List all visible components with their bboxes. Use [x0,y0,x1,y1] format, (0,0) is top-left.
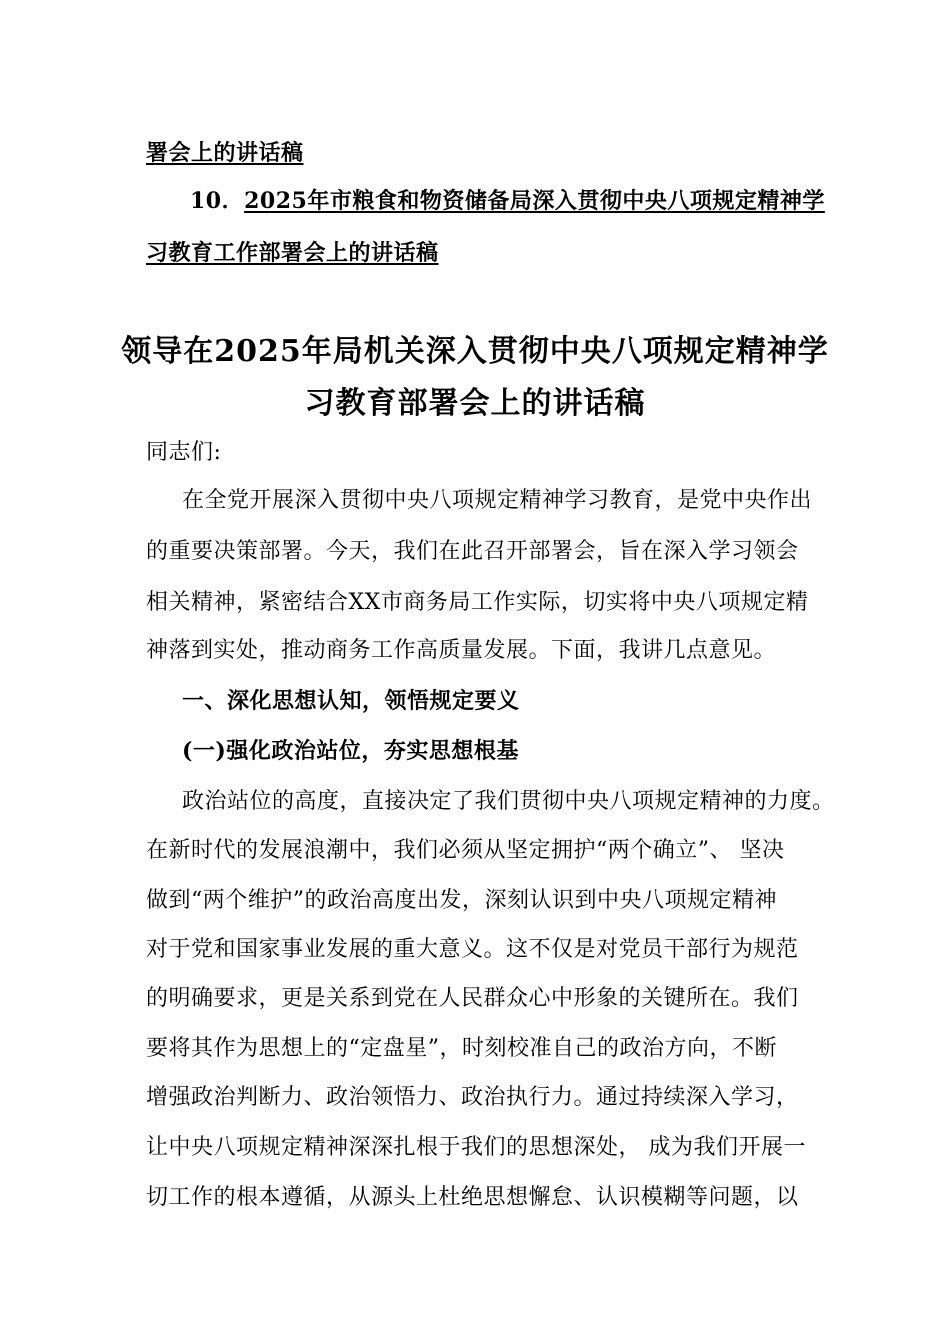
salutation: 同志们: [146,440,222,465]
body-line-9: 切工作的根本遵循，从源头上杜绝思想懈怠、认识模糊等问题，以 [146,1185,799,1210]
toc-item-10-number: 10． [190,188,245,214]
intro-line-2: 的重要决策部署。今天，我们在此召开部署会，旨在深入学习领会 [146,539,799,564]
document-title-line2: 习教育部署会上的讲话稿 [304,386,646,421]
body-line-8: 让中央八项规定精神深深扎根于我们的思想深处， 成为我们开展一 [146,1135,806,1160]
intro-line-4: 神落到实处，推动商务工作高质量发展。下面，我讲几点意见。 [146,638,777,663]
subsection-1-heading: (一)强化政治站位，夯实思想根基 [182,738,519,764]
toc-item-10-link-line2[interactable]: 习教育工作部署会上的讲话稿 [146,240,439,266]
body-line-6: 要将其作为思想上的“定盘星”，时刻校准自己的政治方向，不断 [146,1036,777,1061]
section-1-heading: 一、深化思想认知，领悟规定要义 [182,688,520,714]
body-line-4: 对于党和国家事业发展的重大意义。这不仅是对党员干部行为规范 [146,937,799,962]
body-line-5: 的明确要求，更是关系到党在人民群众心中形象的关键所在。我们 [146,986,799,1011]
toc-item-9-tail[interactable]: 署会上的讲话稿 [146,140,304,166]
intro-line-1: 在全党开展深入贯彻中央八项规定精神学习教育，是党中央作出 [182,488,813,513]
toc-item-10[interactable] [190,186,825,216]
body-line-2: 在新时代的发展浪潮中，我们必须从坚定拥护“两个确立”、 坚决 [146,838,785,863]
intro-line-3: 相关精神，紧密结合XX市商务局工作实际，切实将中央八项规定精 [146,590,809,615]
toc-item-10-link-line1[interactable]: 2025年市粮食和物资储备局深入贯彻中央八项规定精神学 [244,188,825,214]
body-line-7: 增强政治判断力、政治领悟力、政治执行力。通过持续深入学习， [146,1085,799,1110]
body-line-1: 政治站位的高度，直接决定了我们贯彻中央八项规定精神的力度。 [182,789,835,814]
body-line-3: 做到“两个维护”的政治高度出发，深刻认识到中央八项规定精神 [146,888,777,913]
document-title-line1: 领导在2025年局机关深入贯彻中央八项规定精神学 [121,334,829,369]
